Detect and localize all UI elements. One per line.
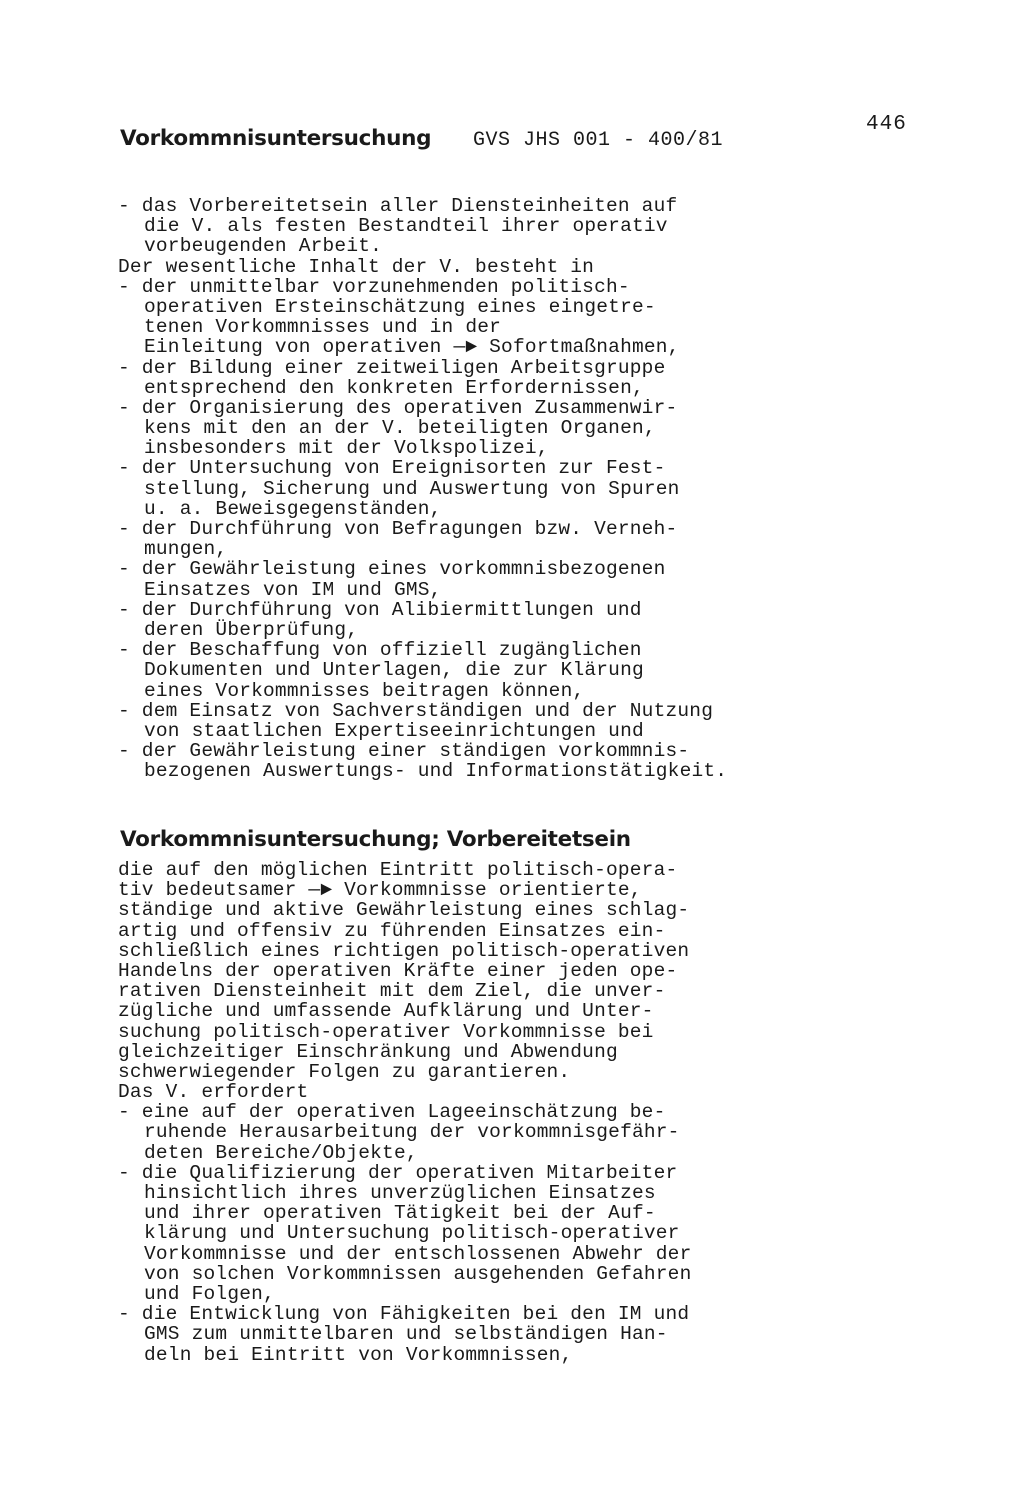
text-line: die V. als festen Bestandteil ihrer operativ [144,215,668,238]
text-line: stellung, Sicherung und Auswertung von Spuren [144,477,680,500]
entry-heading-vorbereitetsein: Vorkommnisuntersuchung; Vorbereitetsein [120,827,631,852]
text-line: insbesonders mit der Volkspolizei, [144,437,549,460]
text-line: - die Entwicklung von Fähigkeiten bei den IM und [118,1303,690,1326]
text-line: schließlich eines richtigen politisch-operativen [118,939,690,962]
text-line: - der Durchführung von Alibiermittlungen und [118,598,642,621]
text-line: von staatlichen Expertiseeinrichtungen und [144,719,644,742]
text-line: die auf den möglichen Eintritt politisch-opera- [118,859,678,881]
text-line: kens mit den an der V. beteiligten Organen, [144,417,656,440]
text-line: - die Qualifizierung der operativen Mitarbeiter [118,1161,678,1184]
text-line: - der Gewährleistung einer ständigen vorkommnis- [118,740,690,763]
text-line: entsprechend den konkreten Erfordernissen, [144,376,644,399]
text-line: vorbeugenden Arbeit. [144,235,383,258]
text-line: deten Bereiche/Objekte, [144,1141,418,1164]
entry-body-vorbereitetsein [118,860,778,1365]
text-line: und ihrer operativen Tätigkeit bei der Auf- [144,1202,656,1225]
text-line: Einleitung von operativen —► Sofortmaßnahmen, [144,336,680,359]
text-line: bezogenen Auswertungs- und Informationstätigkeit. [144,760,728,783]
text-line: tenen Vorkommnisses und in der [144,316,502,339]
text-line: - der Durchführung von Befragungen bzw. Verneh- [118,518,678,540]
text-line: - dem Einsatz von Sachverständigen und der Nutzung [118,699,714,722]
text-line: ruhende Herausarbeitung der vorkommnisgefähr- [144,1121,680,1144]
text-line: Vorkommnisse und der entschlossenen Abwehr der [144,1242,692,1265]
text-line: ständige und aktive Gewährleistung eines schlag- [118,899,690,922]
text-line: klärung und Untersuchung politisch-operativer [144,1222,680,1245]
text-line: Das V. erfordert [118,1081,309,1104]
text-line: und Folgen, [144,1282,275,1305]
text-line: - der Organisierung des operativen Zusammenwir- [118,396,678,419]
text-line: zügliche und umfassende Aufklärung und Unter- [118,1000,654,1023]
text-line: operativen Ersteinschätzung eines eingetre- [144,295,656,318]
text-line: Dokumenten und Unterlagen, die zur Klärung [144,659,644,682]
text-line: eines Vorkommnisses beitragen können, [144,679,585,702]
text-line: deren Überprüfung, [144,618,359,641]
text-line: - der Beschaffung von offiziell zugänglichen [118,639,642,662]
text-line: - der Bildung einer zeitweiligen Arbeitsgruppe [118,356,666,379]
text-line: GMS zum unmittelbaren und selbständigen Han- [144,1323,668,1346]
text-line: mungen, [144,538,228,561]
text-line: suchung politisch-operativer Vorkommnisse bei [118,1020,654,1043]
text-line: u. a. Beweisgegenständen, [144,497,442,520]
text-line: - eine auf der operativen Lageeinschätzung be- [118,1101,666,1124]
text-line: rativen Diensteinheit mit dem Ziel, die unver- [118,980,666,1003]
text-line: Der wesentliche Inhalt der V. besteht in [118,255,595,278]
text-line: tiv bedeutsamer —► Vorkommnisse orientierte, [118,879,642,902]
text-line: hinsichtlich ihres unverzüglichen Einsatzes [144,1182,656,1204]
text-line: schwerwiegender Folgen zu garantieren. [118,1060,571,1083]
text-line: artig und offensiv zu führenden Einsatzes ein- [118,919,666,942]
text-line: - der unmittelbar vorzunehmenden politisch- [118,275,630,298]
document-reference-code: GVS JHS 001 - 400/81 [473,129,724,152]
text-line: von solchen Vorkommnissen ausgehenden Gefahren [144,1262,692,1285]
text-line: Einsatzes von IM und GMS, [144,578,442,601]
text-line: - der Gewährleistung eines vorkommnisbezogenen [118,558,666,581]
page-number: 446 [866,113,907,136]
running-header-title: Vorkommnisuntersuchung [120,126,432,151]
entry-body-vorkommnisuntersuchung [118,196,778,781]
text-line: Handelns der operativen Kräfte einer jeden ope- [118,959,678,982]
text-line: gleichzeitiger Einschränkung und Abwendung [118,1040,618,1063]
text-line: - der Untersuchung von Ereignisorten zur Fest- [118,457,666,480]
text-line: deln bei Eintritt von Vorkommnissen, [144,1343,573,1366]
text-line: - das Vorbereitetsein aller Diensteinheiten auf [118,195,678,217]
